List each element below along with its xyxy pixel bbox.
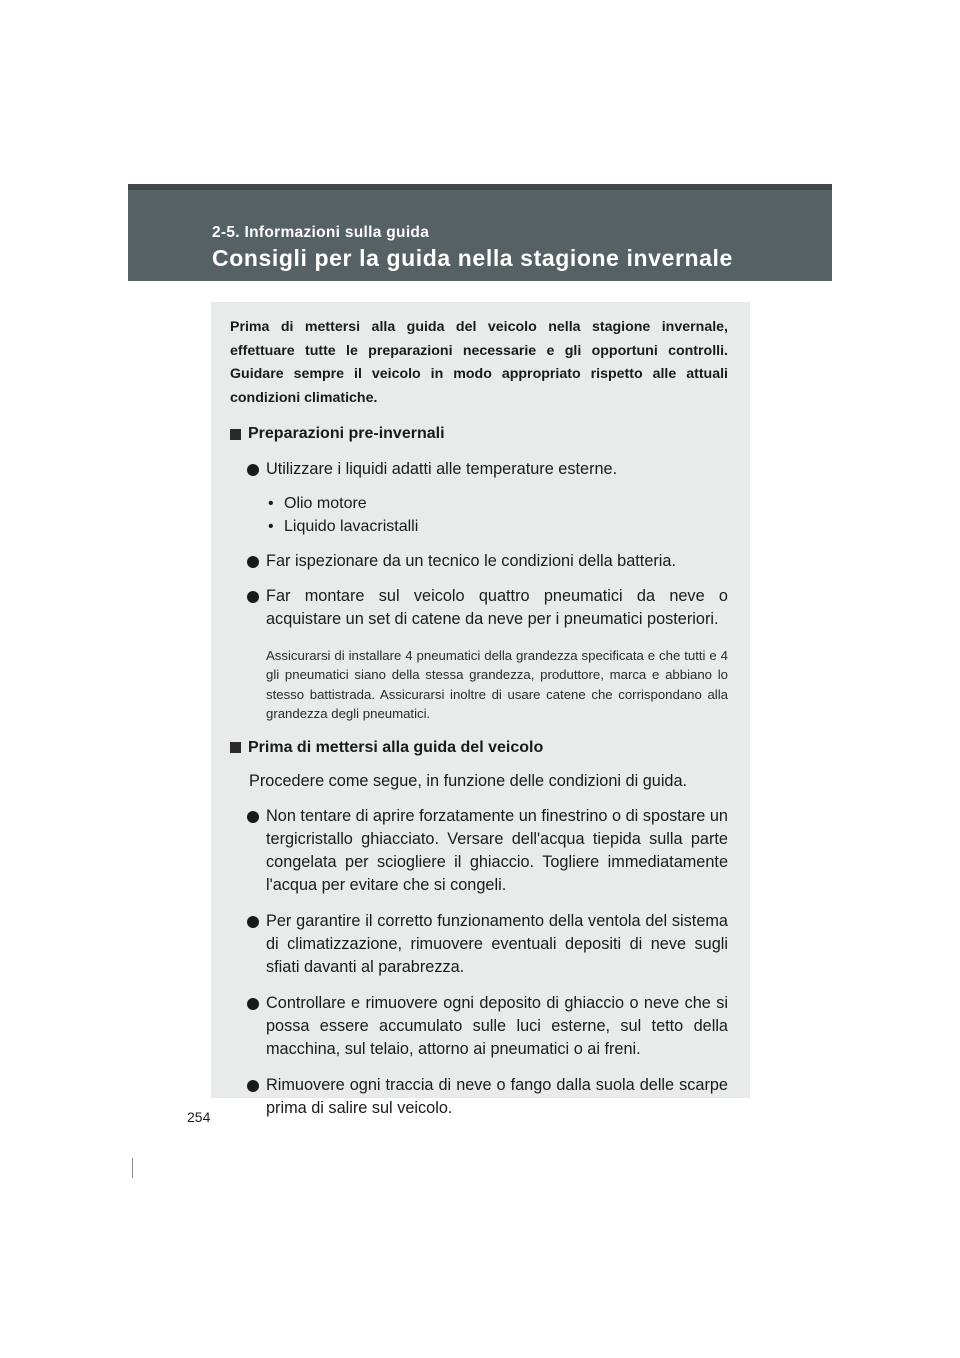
heading-text: Preparazioni pre-invernali [248, 425, 445, 443]
small-dot-icon: • [268, 517, 274, 535]
heading-pre-winter [230, 422, 728, 446]
list-item-text: Olio motore [284, 494, 367, 512]
section-label: 2-5. Informazioni sulla guida [212, 224, 430, 241]
page-number: 254 [187, 1109, 211, 1125]
square-bullet-icon [230, 429, 241, 440]
header-top-bar [128, 184, 832, 190]
lead-text: Procedere come segue, in funzione delle condizioni di guida. [249, 771, 688, 790]
bullet-text: Non tentare di aprire forzatamente un finestrino o di spostare un tergicristallo ghiacciato. Versare dell'acqua tiepida sulla parte congelata per sciogliere il ghiaccio. Togliere immediatamente l'acqua per evitare che si congeli. [266, 806, 728, 895]
fluid-list [266, 492, 728, 538]
bullet-item [230, 550, 728, 573]
bullet-dot-icon [247, 556, 259, 568]
bullet-item [230, 992, 728, 1062]
bullet-text: Rimuovere ogni traccia di neve o fango dalla suola delle scarpe prima di salire sul veicolo. [266, 1075, 728, 1117]
page-title: Consigli per la guida nella stagione invernale [212, 245, 733, 271]
bullet-dot-icon [247, 811, 259, 823]
bullet-dot-icon [247, 591, 259, 603]
small-dot-icon: • [268, 494, 274, 512]
bullet-item [230, 585, 728, 632]
square-bullet-icon [230, 742, 241, 753]
bullet-item [230, 1074, 728, 1121]
bullet-text: Far montare sul veicolo quattro pneumatici da neve o acquistare un set di catene da neve per i pneumatici posteriori. [266, 586, 728, 629]
list-item-text: Liquido lavacristalli [284, 517, 419, 535]
list-item [266, 515, 728, 538]
heading-before-driving [230, 736, 728, 760]
bullet-dot-icon [247, 1080, 259, 1092]
bullet-item [230, 910, 728, 980]
bullet-text: Per garantire il corretto funzionamento della ventola del sistema di climatizzazione, rimuovere eventuali depositi di neve sugli sfiati davanti al parabrezza. [266, 911, 728, 977]
page-header [128, 184, 832, 281]
bullet-text: Controllare e rimuovere ogni deposito di ghiaccio o neve che si possa essere accumulato sulle luci esterne, sul tetto della macchina, sul telaio, attorno ai pneumatici o ai freni. [266, 993, 728, 1059]
bullet-dot-icon [247, 998, 259, 1010]
content-body [230, 316, 728, 1120]
margin-mark [132, 1158, 133, 1178]
content-panel [211, 302, 750, 1117]
list-item [266, 492, 728, 515]
bullet-text: Utilizzare i liquidi adatti alle temperature esterne. [266, 460, 618, 479]
heading-text: Prima di mettersi alla guida del veicolo [248, 738, 544, 756]
bullet-dot-icon [247, 464, 259, 476]
bullet-item [230, 458, 728, 481]
intro-paragraph: Prima di mettersi alla guida del veicolo nella stagione invernale, effettuare tutte le preparazioni necessarie e gli opportuni controlli. Guidare sempre il veicolo in modo appropriato rispetto alle attuali condizioni climatiche. [230, 319, 728, 406]
bullet-dot-icon [247, 916, 259, 928]
bullet-text: Far ispezionare da un tecnico le condizioni della batteria. [266, 551, 676, 570]
bullet-item [230, 805, 728, 898]
tire-note: Assicurarsi di installare 4 pneumatici della grandezza specificata e che tutti e 4 gli pneumatici siano della stessa grandezza, produttore, marca e abbiano lo stesso battistrada. Assicurarsi inoltre di usare catene che corrispondano alla grandezza degli pneumatici. [266, 647, 728, 722]
